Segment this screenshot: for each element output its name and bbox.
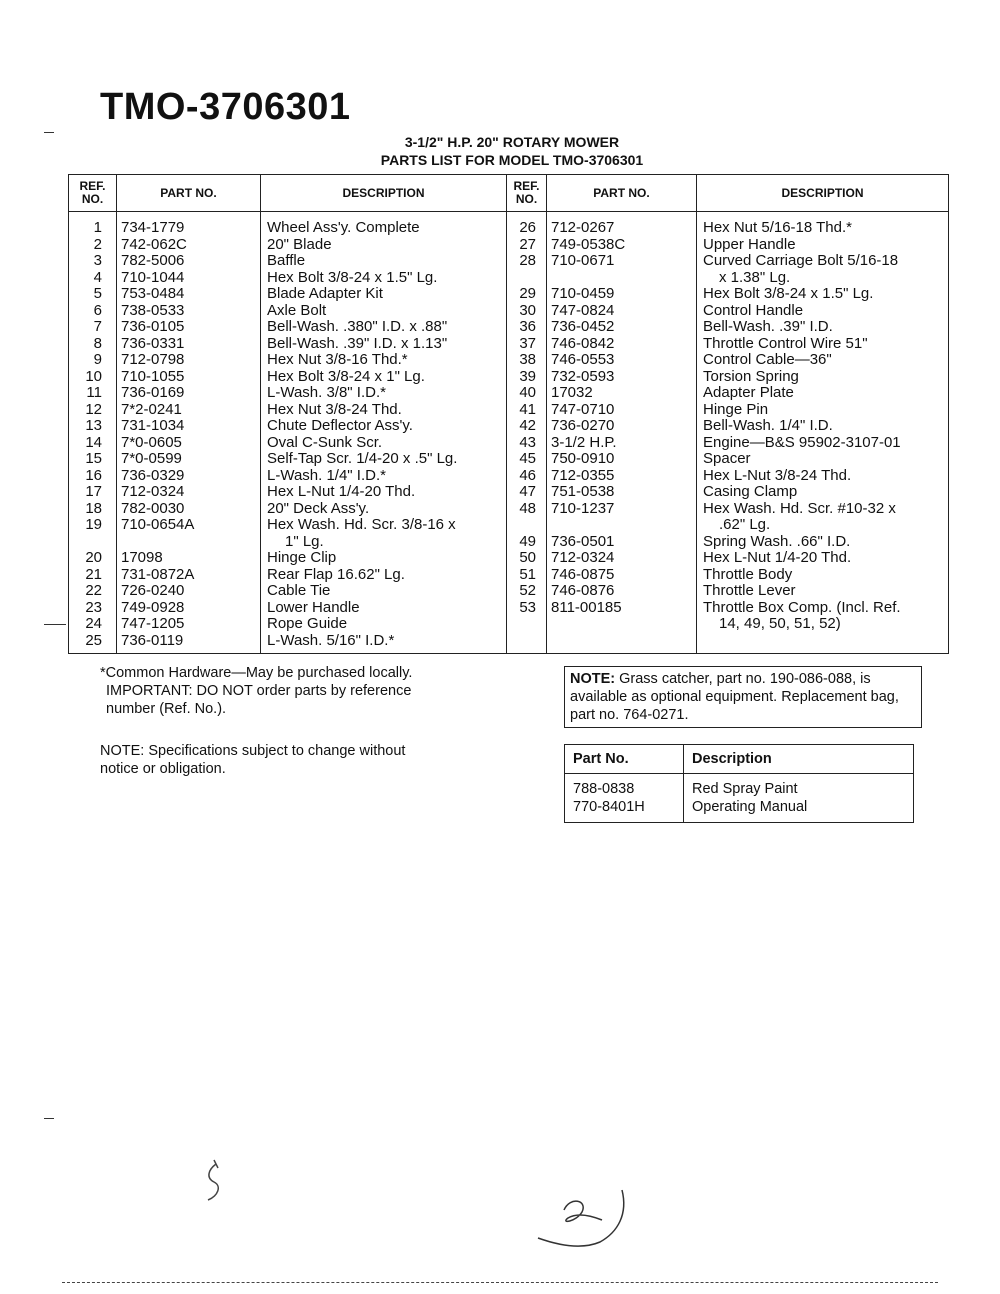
ref-no-cell (69, 534, 117, 551)
description-cell: Baffle (261, 253, 507, 270)
ref-no-cell (507, 633, 547, 654)
description-cell: Hex Wash. Hd. Scr. 3/8-16 x (261, 517, 507, 534)
part-no-cell (547, 517, 697, 534)
table-row (69, 550, 949, 567)
part-no-cell: 746-0842 (547, 336, 697, 353)
model-title: TMO-3706301 (100, 86, 351, 128)
description-cell: Spacer (697, 451, 949, 468)
ref-no-cell: 51 (507, 567, 547, 584)
description-cell: Wheel Ass'y. Complete (261, 212, 507, 237)
part-no-cell (547, 633, 697, 654)
description-cell: Throttle Lever (697, 583, 949, 600)
description-cell: Lower Handle (261, 600, 507, 617)
handwritten-mark (196, 1156, 236, 1216)
handwritten-signature (530, 1186, 640, 1256)
description-cell: Cable Tie (261, 583, 507, 600)
part-no-cell: 750-0910 (547, 451, 697, 468)
description-cell: L-Wash. 1/4" I.D.* (261, 468, 507, 485)
ref-no-cell: 43 (507, 435, 547, 452)
spec-note-line: notice or obligation. (100, 761, 226, 777)
table-row (69, 600, 949, 617)
common-hardware-footnote (100, 664, 412, 718)
table-row (69, 303, 949, 320)
ref-no-cell: 5 (69, 286, 117, 303)
part-no-cell: 736-0329 (117, 468, 261, 485)
specifications-note (100, 742, 405, 778)
description-cell: Control Handle (697, 303, 949, 320)
table-row (69, 633, 949, 654)
extra-header-description: Description (684, 745, 914, 774)
description-cell: L-Wash. 3/8" I.D.* (261, 385, 507, 402)
part-no-cell: 710-1055 (117, 369, 261, 386)
part-no-cell: 712-0798 (117, 352, 261, 369)
parts-table (68, 174, 949, 654)
table-row (69, 534, 949, 551)
parts-table-body (69, 212, 949, 654)
note-label: NOTE: (570, 671, 616, 687)
description-cell: Hex Bolt 3/8-24 x 1.5" Lg. (261, 270, 507, 287)
subtitle-mower: 3-1/2" H.P. 20" ROTARY MOWER (404, 134, 620, 150)
part-no-cell: 782-5006 (117, 253, 261, 270)
part-no-cell: 710-0671 (547, 253, 697, 270)
ref-no-cell: 23 (69, 600, 117, 617)
description-cell: Spring Wash. .66" I.D. (697, 534, 949, 551)
part-no-cell: 736-0169 (117, 385, 261, 402)
table-row (565, 774, 914, 799)
ref-no-cell: 8 (69, 336, 117, 353)
footnote-line: IMPORTANT: DO NOT order parts by reference (106, 683, 412, 699)
extra-description: Operating Manual (684, 798, 914, 823)
table-row (69, 385, 949, 402)
ref-no-cell: 52 (507, 583, 547, 600)
description-cell: 1" Lg. (261, 534, 507, 551)
ref-no-cell: 42 (507, 418, 547, 435)
ref-no-cell: 3 (69, 253, 117, 270)
part-no-cell: 726-0240 (117, 583, 261, 600)
description-cell: Hex Bolt 3/8-24 x 1.5" Lg. (697, 286, 949, 303)
ref-no-cell: 6 (69, 303, 117, 320)
part-no-cell: 7*0-0605 (117, 435, 261, 452)
table-row (69, 567, 949, 584)
description-cell: Adapter Plate (697, 385, 949, 402)
description-cell: 20" Blade (261, 237, 507, 254)
ref-no-cell: 19 (69, 517, 117, 534)
grass-catcher-note (564, 666, 922, 728)
part-no-cell (547, 616, 697, 633)
description-cell: Bell-Wash. 1/4" I.D. (697, 418, 949, 435)
header-description: DESCRIPTION (261, 175, 507, 212)
description-cell: Hex Nut 3/8-24 Thd. (261, 402, 507, 419)
part-no-cell: 732-0593 (547, 369, 697, 386)
part-no-cell: 746-0553 (547, 352, 697, 369)
description-cell: Chute Deflector Ass'y. (261, 418, 507, 435)
part-no-cell: 736-0501 (547, 534, 697, 551)
ref-no-cell: 38 (507, 352, 547, 369)
ref-no-cell: 14 (69, 435, 117, 452)
description-cell: Rope Guide (261, 616, 507, 633)
part-no-cell: 749-0538C (547, 237, 697, 254)
ref-no-cell: 12 (69, 402, 117, 419)
description-cell: Control Cable—36" (697, 352, 949, 369)
description-cell: Hex L-Nut 1/4-20 Thd. (697, 550, 949, 567)
table-row (69, 237, 949, 254)
table-row (69, 517, 949, 534)
part-no-cell: 749-0928 (117, 600, 261, 617)
description-cell: Self-Tap Scr. 1/4-20 x .5" Lg. (261, 451, 507, 468)
header-part-no: PART NO. (117, 175, 261, 212)
table-row (69, 402, 949, 419)
ref-no-cell: 41 (507, 402, 547, 419)
extra-description: Red Spray Paint (684, 774, 914, 799)
part-no-cell: 712-0324 (117, 484, 261, 501)
part-no-cell (547, 270, 697, 287)
extra-header-part-no: Part No. (565, 745, 684, 774)
ref-no-cell: 20 (69, 550, 117, 567)
part-no-cell: 710-0654A (117, 517, 261, 534)
ref-no-cell: 7 (69, 319, 117, 336)
description-cell: 20" Deck Ass'y. (261, 501, 507, 518)
ref-no-cell: 18 (69, 501, 117, 518)
part-no-cell: 747-0710 (547, 402, 697, 419)
part-no-cell: 712-0324 (547, 550, 697, 567)
parts-table-header (69, 175, 949, 212)
part-no-cell: 811-00185 (547, 600, 697, 617)
description-cell: .62" Lg. (697, 517, 949, 534)
part-no-cell: 736-0119 (117, 633, 261, 654)
description-cell: Hinge Pin (697, 402, 949, 419)
ref-no-cell: 4 (69, 270, 117, 287)
description-cell: Bell-Wash. .380" I.D. x .88" (261, 319, 507, 336)
subtitle-parts-list: PARTS LIST FOR MODEL TMO-3706301 (380, 152, 644, 168)
ref-no-cell: 40 (507, 385, 547, 402)
description-cell: Throttle Body (697, 567, 949, 584)
table-row (69, 468, 949, 485)
ref-no-cell: 47 (507, 484, 547, 501)
table-row (69, 369, 949, 386)
description-cell: Hex L-Nut 1/4-20 Thd. (261, 484, 507, 501)
description-cell: Hex Nut 3/8-16 Thd.* (261, 352, 507, 369)
note-text: Grass catcher, part no. 190-086-088, is available as optional equipment. Replacement bag, part no. 764-0271. (570, 671, 899, 723)
margin-tick (44, 132, 54, 133)
ref-no-cell: 11 (69, 385, 117, 402)
part-no-cell: 3-1/2 H.P. (547, 435, 697, 452)
description-cell: Upper Handle (697, 237, 949, 254)
description-cell: Bell-Wash. .39" I.D. x 1.13" (261, 336, 507, 353)
bottom-rule (62, 1282, 938, 1283)
description-cell: Hex Nut 5/16-18 Thd.* (697, 212, 949, 237)
part-no-cell: 17032 (547, 385, 697, 402)
margin-tick (44, 624, 66, 625)
part-no-cell: 731-0872A (117, 567, 261, 584)
extra-part-no: 770-8401H (565, 798, 684, 823)
description-cell: Hinge Clip (261, 550, 507, 567)
ref-no-cell (507, 616, 547, 633)
part-no-cell: 736-0105 (117, 319, 261, 336)
description-cell: Axle Bolt (261, 303, 507, 320)
header-ref-no-2: REF. NO. (507, 175, 547, 212)
ref-no-cell: 26 (507, 212, 547, 237)
ref-no-cell: 45 (507, 451, 547, 468)
description-cell: Casing Clamp (697, 484, 949, 501)
table-row (69, 501, 949, 518)
table-row (69, 583, 949, 600)
description-cell: Blade Adapter Kit (261, 286, 507, 303)
footnote-line: number (Ref. No.). (106, 701, 227, 717)
part-no-cell (117, 534, 261, 551)
ref-no-cell: 9 (69, 352, 117, 369)
ref-no-cell: 48 (507, 501, 547, 518)
margin-tick (44, 1118, 54, 1119)
description-cell: Rear Flap 16.62" Lg. (261, 567, 507, 584)
part-no-cell: 747-0824 (547, 303, 697, 320)
ref-no-cell: 1 (69, 212, 117, 237)
description-cell: Bell-Wash. .39" I.D. (697, 319, 949, 336)
part-no-cell: 751-0538 (547, 484, 697, 501)
description-cell: Torsion Spring (697, 369, 949, 386)
part-no-cell: 710-0459 (547, 286, 697, 303)
part-no-cell: 736-0270 (547, 418, 697, 435)
ref-no-cell: 49 (507, 534, 547, 551)
table-row (69, 319, 949, 336)
header-ref-no: REF. NO. (69, 175, 117, 212)
ref-no-cell: 16 (69, 468, 117, 485)
part-no-cell: 731-1034 (117, 418, 261, 435)
ref-no-cell: 24 (69, 616, 117, 633)
table-row (69, 286, 949, 303)
ref-no-cell: 21 (69, 567, 117, 584)
description-cell: Throttle Control Wire 51" (697, 336, 949, 353)
ref-no-cell: 39 (507, 369, 547, 386)
part-no-cell: 710-1237 (547, 501, 697, 518)
part-no-cell: 753-0484 (117, 286, 261, 303)
table-row (69, 336, 949, 353)
part-no-cell: 738-0533 (117, 303, 261, 320)
spec-note-line: NOTE: Specifications subject to change without (100, 743, 406, 759)
description-cell: 14, 49, 50, 51, 52) (697, 616, 949, 633)
ref-no-cell: 2 (69, 237, 117, 254)
ref-no-cell: 10 (69, 369, 117, 386)
header-description-2: DESCRIPTION (697, 175, 949, 212)
ref-no-cell: 53 (507, 600, 547, 617)
part-no-cell: 712-0267 (547, 212, 697, 237)
ref-no-cell: 27 (507, 237, 547, 254)
ref-no-cell: 46 (507, 468, 547, 485)
table-row (69, 435, 949, 452)
part-no-cell: 736-0452 (547, 319, 697, 336)
description-cell: Hex Wash. Hd. Scr. #10-32 x (697, 501, 949, 518)
part-no-cell: 710-1044 (117, 270, 261, 287)
table-row (565, 798, 914, 823)
part-no-cell: 7*0-0599 (117, 451, 261, 468)
ref-no-cell: 13 (69, 418, 117, 435)
table-row (69, 616, 949, 633)
footnote-line: *Common Hardware—May be purchased locally. (100, 665, 413, 681)
description-cell: x 1.38" Lg. (697, 270, 949, 287)
part-no-cell: 742-062C (117, 237, 261, 254)
ref-no-cell (507, 517, 547, 534)
extra-part-no: 788-0838 (565, 774, 684, 799)
table-row (69, 253, 949, 270)
ref-no-cell: 36 (507, 319, 547, 336)
description-cell: Oval C-Sunk Scr. (261, 435, 507, 452)
description-cell: Engine—B&S 95902-3107-01 (697, 435, 949, 452)
ref-no-cell: 37 (507, 336, 547, 353)
table-row (69, 451, 949, 468)
table-row (69, 270, 949, 287)
description-cell: Throttle Box Comp. (Incl. Ref. (697, 600, 949, 617)
table-row (69, 484, 949, 501)
table-row (69, 212, 949, 237)
description-cell: Hex Bolt 3/8-24 x 1" Lg. (261, 369, 507, 386)
part-no-cell: 17098 (117, 550, 261, 567)
ref-no-cell: 15 (69, 451, 117, 468)
ref-no-cell (507, 270, 547, 287)
description-cell: Hex L-Nut 3/8-24 Thd. (697, 468, 949, 485)
table-row (69, 352, 949, 369)
ref-no-cell: 50 (507, 550, 547, 567)
ref-no-cell: 30 (507, 303, 547, 320)
part-no-cell: 782-0030 (117, 501, 261, 518)
part-no-cell: 746-0875 (547, 567, 697, 584)
description-cell (697, 633, 949, 654)
ref-no-cell: 22 (69, 583, 117, 600)
ref-no-cell: 29 (507, 286, 547, 303)
part-no-cell: 736-0331 (117, 336, 261, 353)
part-no-cell: 734-1779 (117, 212, 261, 237)
part-no-cell: 7*2-0241 (117, 402, 261, 419)
extra-parts-table (564, 744, 914, 823)
part-no-cell: 746-0876 (547, 583, 697, 600)
part-no-cell: 747-1205 (117, 616, 261, 633)
part-no-cell: 712-0355 (547, 468, 697, 485)
table-row (69, 418, 949, 435)
description-cell: L-Wash. 5/16" I.D.* (261, 633, 507, 654)
ref-no-cell: 28 (507, 253, 547, 270)
description-cell: Curved Carriage Bolt 5/16-18 (697, 253, 949, 270)
ref-no-cell: 17 (69, 484, 117, 501)
ref-no-cell: 25 (69, 633, 117, 654)
header-part-no-2: PART NO. (547, 175, 697, 212)
